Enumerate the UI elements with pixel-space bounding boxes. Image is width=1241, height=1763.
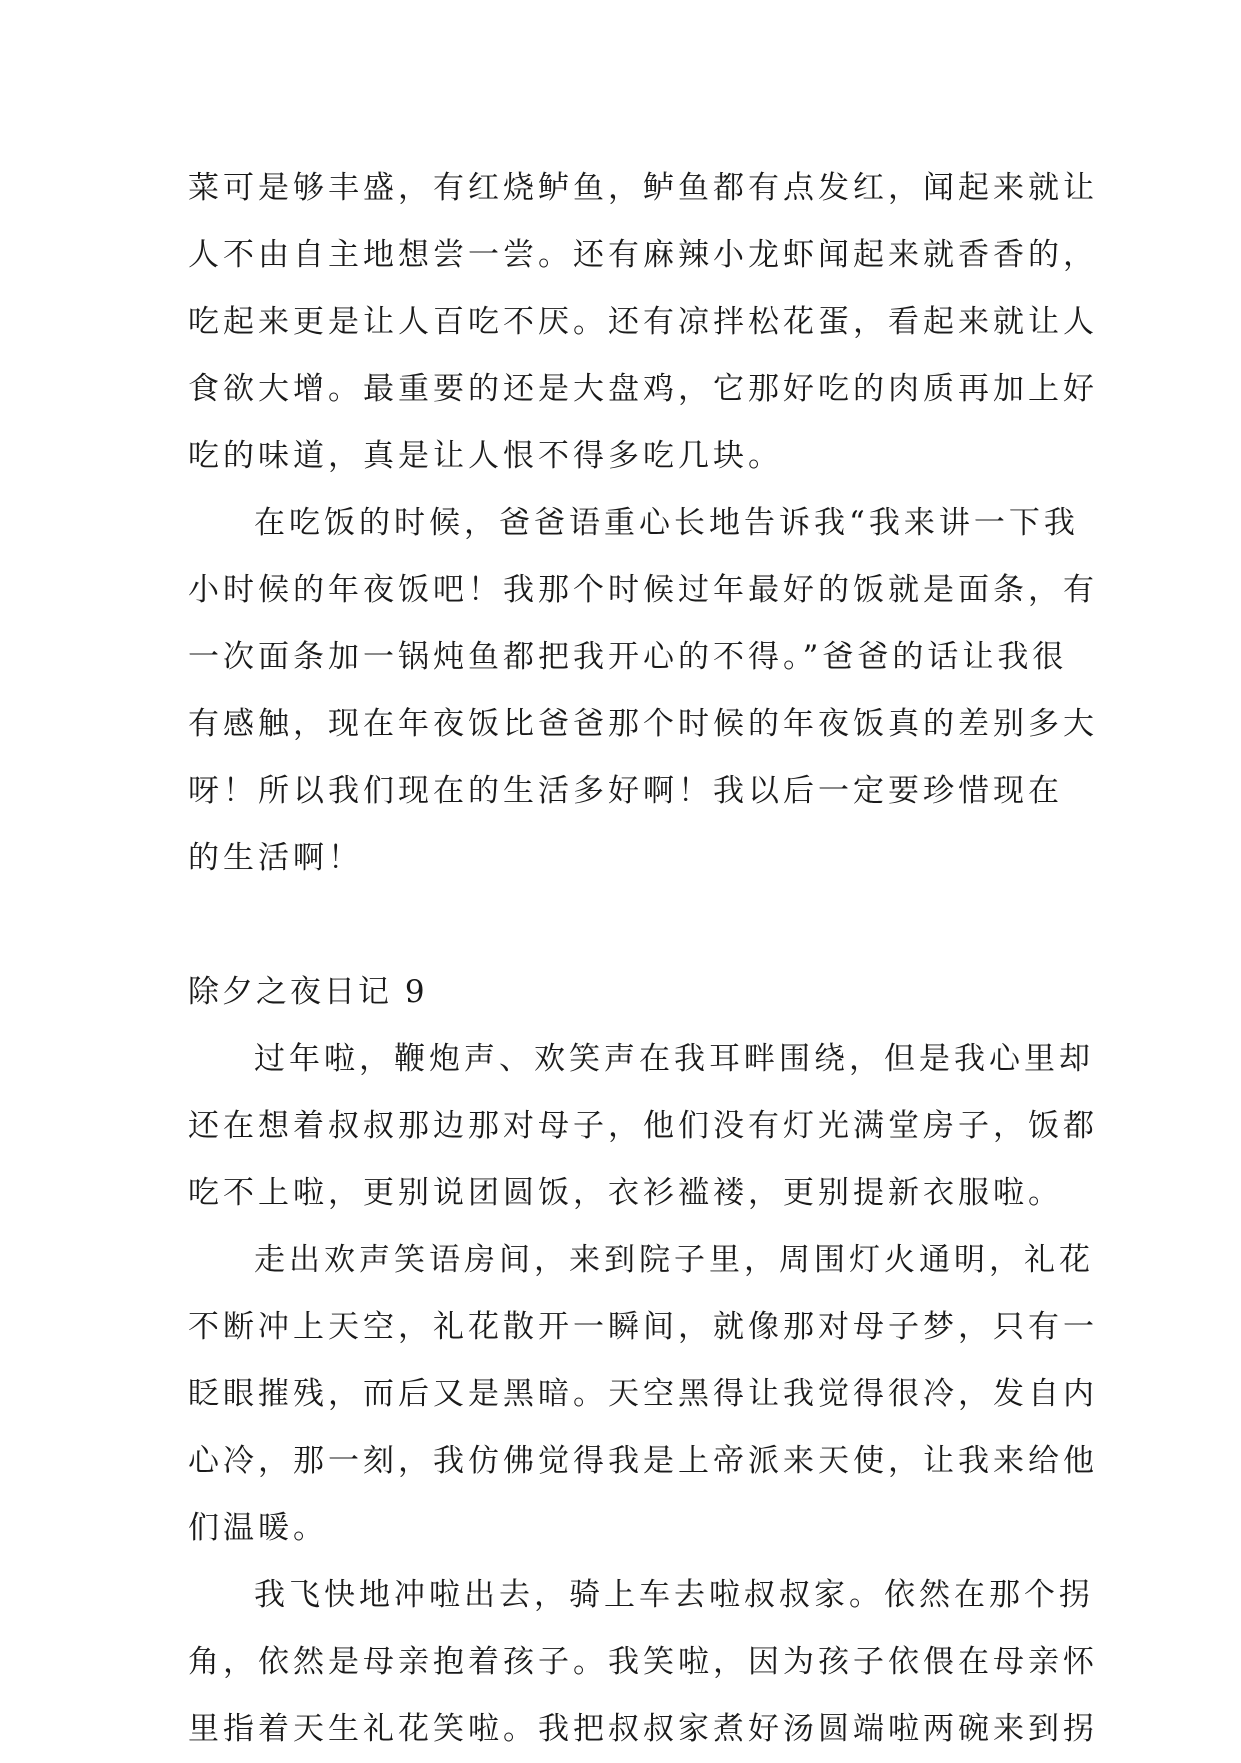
paragraph-line: 的生活啊！ xyxy=(188,840,363,876)
paragraph-line: 过年啦，鞭炮声、欢笑声在我耳畔围绕，但是我心里却 xyxy=(254,1041,1094,1077)
paragraph-line: 心冷，那一刻，我仿佛觉得我是上帝派来天使，让我来给他 xyxy=(188,1443,1098,1479)
paragraph-line: 们温暖。 xyxy=(188,1510,328,1546)
paragraph-line: 在吃饭的时候，爸爸语重心长地告诉我“我来讲一下我 xyxy=(254,505,1079,541)
paragraph-line: 吃起来更是让人百吃不厌。还有凉拌松花蛋，看起来就让人 xyxy=(188,304,1098,340)
document-body xyxy=(188,155,1098,1763)
section-gap xyxy=(188,892,1068,959)
section-title: 除夕之夜日记 9 xyxy=(188,974,428,1010)
paragraph-line: 呀！所以我们现在的生活多好啊！我以后一定要珍惜现在 xyxy=(188,773,1063,809)
paragraph-line: 不断冲上天空，礼花散开一瞬间，就像那对母子梦，只有一 xyxy=(188,1309,1098,1345)
paragraph-line: 吃不上啦，更别说团圆饭，衣衫褴褛，更别提新衣服啦。 xyxy=(188,1175,1063,1211)
paragraph-line: 有感触，现在年夜饭比爸爸那个时候的年夜饭真的差别多大 xyxy=(188,706,1098,742)
paragraph-line: 眨眼摧残，而后又是黑暗。天空黑得让我觉得很冷，发自内 xyxy=(188,1376,1098,1412)
paragraph-line: 菜可是够丰盛，有红烧鲈鱼，鲈鱼都有点发红，闻起来就让 xyxy=(188,170,1098,206)
paragraph-line: 食欲大增。最重要的还是大盘鸡，它那好吃的肉质再加上好 xyxy=(188,371,1098,407)
paragraph-line: 走出欢声笑语房间，来到院子里，周围灯火通明，礼花 xyxy=(254,1242,1094,1278)
paragraph-line: 里指着天生礼花笑啦。我把叔叔家煮好汤圆端啦两碗来到拐 xyxy=(188,1711,1098,1747)
paragraph-line: 我飞快地冲啦出去，骑上车去啦叔叔家。依然在那个拐 xyxy=(254,1577,1094,1613)
paragraph-line: 吃的味道，真是让人恨不得多吃几块。 xyxy=(188,438,783,474)
paragraph-line: 人不由自主地想尝一尝。还有麻辣小龙虾闻起来就香香的， xyxy=(188,237,1098,273)
paragraph-line: 小时候的年夜饭吧！我那个时候过年最好的饭就是面条，有 xyxy=(188,572,1098,608)
paragraph-line: 一次面条加一锅炖鱼都把我开心的不得。”爸爸的话让我很 xyxy=(188,639,1068,675)
paragraph-line: 还在想着叔叔那边那对母子，他们没有灯光满堂房子，饭都 xyxy=(188,1108,1098,1144)
paragraph-line: 角，依然是母亲抱着孩子。我笑啦，因为孩子依偎在母亲怀 xyxy=(188,1644,1098,1680)
